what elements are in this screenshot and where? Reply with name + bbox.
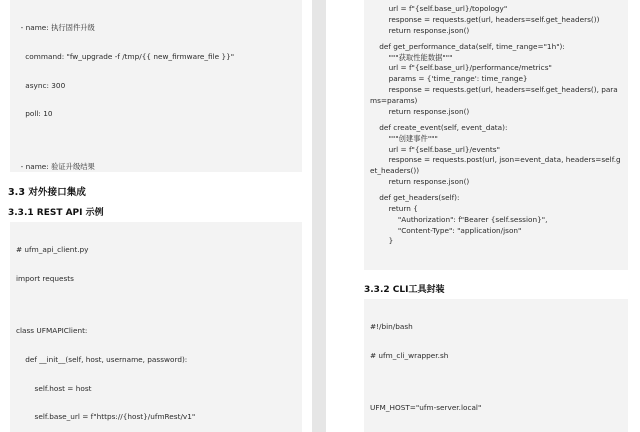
code-line: def get_performance_data(self, time_range="1h"): (370, 41, 565, 51)
section-heading-3-3: 3.3 对外接口集成 (8, 187, 86, 198)
code-line: return response.json() (370, 25, 470, 35)
code-line-blank (16, 303, 302, 309)
code-line: command: "fw_upgrade -f /tmp/{{ new_firmware_file }}" (16, 51, 235, 61)
code-line: response = requests.get(url, headers=self.get_headers()) (370, 14, 600, 24)
code-line: """获取性能数据""" (370, 52, 453, 62)
code-line: - name: 执行固件升级 (16, 23, 95, 32)
code-line: import requests (16, 273, 74, 283)
code-line: "Authorization": f"Bearer {self.session}", (370, 214, 548, 224)
code-block-ansible-tasks (10, 0, 302, 172)
code-line: poll: 10 (16, 109, 53, 119)
code-line: self.base_url = f"https://{host}/ufmRest/v1" (16, 412, 196, 422)
section-heading-3-3-2: 3.3.2 CLI工具封装 (364, 285, 445, 295)
code-line-blank (16, 138, 302, 144)
code-line: response = requests.get(url, headers=self.get_headers(), params=params) (370, 85, 618, 105)
code-line: return response.json() (370, 106, 470, 116)
code-line: return { (370, 204, 418, 214)
code-line: def get_headers(self): (370, 193, 460, 203)
code-line: params = {'time_range': time_range} (370, 74, 528, 84)
code-line: - name: 验证升级结果 (16, 161, 95, 171)
code-line: #!/bin/bash (370, 322, 413, 331)
code-line: UFM_HOST="ufm-server.local" (370, 403, 482, 413)
code-line: "Content-Type": "application/json" (370, 225, 522, 235)
code-line: self.host = host (16, 383, 92, 393)
code-line: # ufm_api_client.py (16, 245, 89, 254)
code-line: } (370, 236, 394, 246)
section-heading-3-3-1: 3.3.1 REST API 示例 (8, 208, 104, 218)
code-line: """创建事件""" (370, 133, 438, 143)
code-line: # ufm_cli_wrapper.sh (370, 350, 449, 360)
code-line: return response.json() (370, 176, 470, 186)
code-line: url = f"{self.base_url}/events" (370, 144, 500, 154)
code-line: response = requests.post(url, json=event_data, headers=self.get_headers()) (370, 155, 621, 176)
code-line-blank (370, 380, 628, 386)
code-block-rest-client (10, 222, 302, 432)
right-page (326, 0, 640, 432)
code-line: async: 300 (16, 80, 66, 90)
code-line: url = f"{self.base_url}/topology" (370, 4, 508, 13)
code-line: url = f"{self.base_url}/performance/metrics" (370, 63, 552, 73)
code-line: def create_event(self, event_data): (370, 122, 508, 132)
left-page (0, 0, 312, 432)
code-line: class UFMAPIClient: (16, 326, 88, 336)
code-line: def __init__(self, host, username, password): (16, 354, 188, 364)
code-block-rest-client-continued (364, 0, 628, 270)
code-block-cli-wrapper (364, 299, 628, 432)
